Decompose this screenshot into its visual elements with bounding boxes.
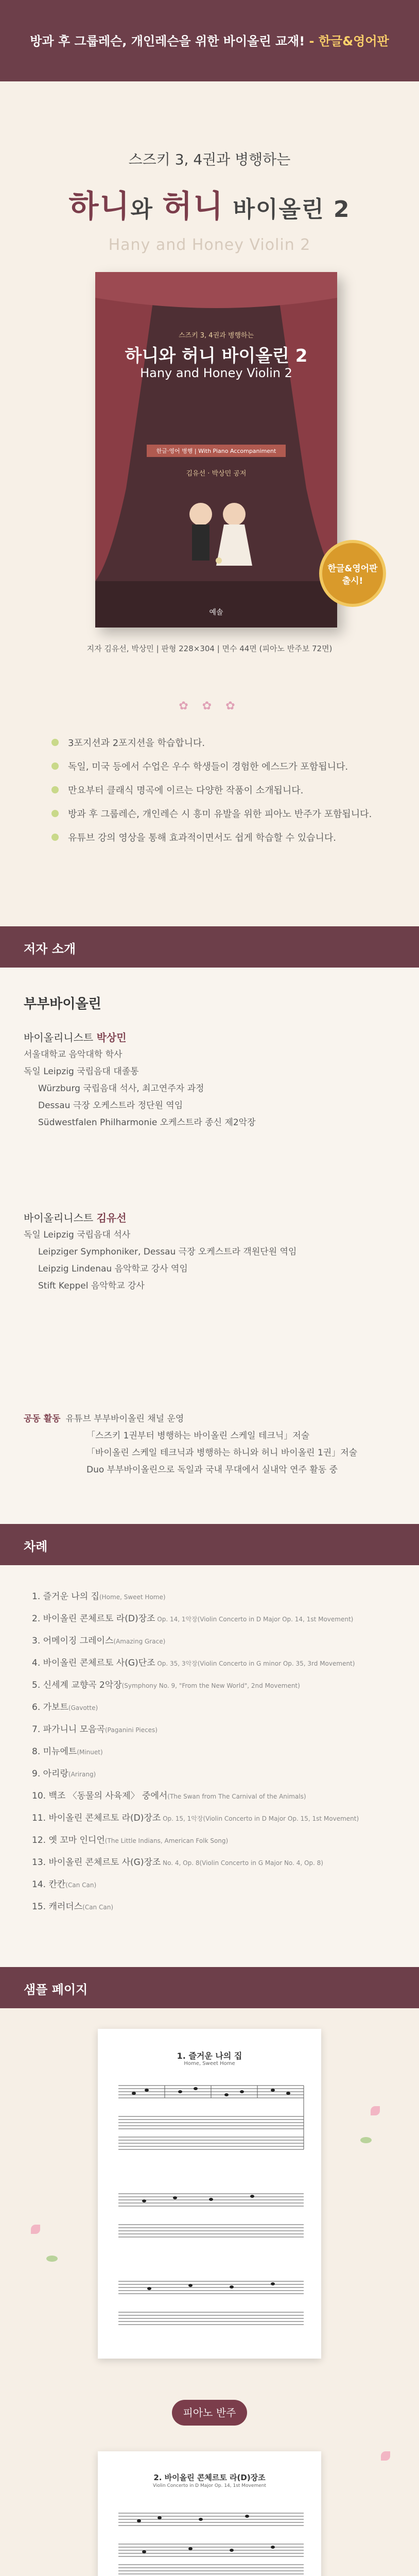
toc-item: [32, 1763, 359, 1785]
book-authors: 김유선 · 박상민 공저: [186, 470, 247, 478]
toc-item-en: Op. 35, 3악장(Violin Concerto in G minor Op. 35, 3rd Movement): [155, 1660, 355, 1667]
toc-item-en: (Gavotte): [68, 1704, 98, 1711]
author-name: 박상민: [96, 1031, 127, 1044]
bullet-icon: [51, 762, 59, 770]
toc-item: [32, 1829, 359, 1852]
top-banner: [0, 0, 419, 81]
book-en-title: Hany and Honey Violin 2: [140, 366, 292, 380]
joint-activity: [24, 1411, 357, 1479]
leaf-icon: [360, 2137, 372, 2143]
author-person-1: [24, 1029, 256, 1131]
feature-item: [51, 825, 381, 849]
toc-section-label: 차례: [24, 1539, 48, 1554]
title-conj: 와: [130, 196, 163, 223]
feature-list: [51, 731, 381, 849]
feature-text: 만요부터 클래식 명곡에 이르는 다양한 작품이 소개됩니다.: [68, 785, 304, 796]
toc-item: [32, 1586, 359, 1608]
book-title: 하니와 허니 바이올린 2: [125, 346, 308, 366]
book-publisher: 예솔: [209, 608, 223, 617]
toc-item-title: 7. 파가니니 모음곡: [32, 1724, 105, 1735]
author-role: 바이올리니스트: [24, 1031, 97, 1044]
top-banner-accent: - 한글&영어판: [309, 34, 389, 48]
sample-page-violin: [98, 2029, 321, 2359]
toc-item-title: 8. 미뉴에트: [32, 1747, 77, 1757]
toc-item: [32, 1807, 359, 1829]
toc-section-header: [0, 1524, 419, 1565]
title-hany: 하니: [68, 189, 131, 225]
feature-text: 유튜브 강의 영상을 통해 효과적이면서도 쉽게 학습할 수 있습니다.: [68, 833, 336, 843]
toc-item-en: (Paganini Pieces): [104, 1726, 158, 1734]
sample-page-piano: [98, 2451, 321, 2576]
title-violin: 바이올린 2: [224, 196, 351, 223]
toc-item-title: 9. 아리랑: [32, 1769, 68, 1779]
petal-icon: [381, 2451, 390, 2461]
hero-title: [0, 182, 419, 226]
activity-line: 「바이올린 스케일 테크닉과 병행하는 하니와 허니 바이올린 1권」저술: [86, 1448, 358, 1458]
toc-list: [32, 1586, 359, 1918]
toc-item: [32, 1674, 359, 1697]
toc-item-title: 12. 옛 꼬마 인디언: [32, 1835, 105, 1845]
top-banner-text: [0, 31, 419, 49]
author-name: 김유선: [96, 1212, 127, 1224]
author-line: Leipzig Lindenau 음악학교 강사 역임: [38, 1264, 188, 1274]
author-section-header: [0, 926, 419, 968]
toc-item: [32, 1852, 359, 1874]
samples-section-header: [0, 1967, 419, 2008]
petal-icon: [31, 2225, 40, 2234]
author-section-label: 저자 소개: [24, 942, 76, 956]
title-honey: 허니: [162, 189, 224, 225]
sample-subtitle: Home, Sweet Home: [184, 2061, 235, 2066]
toc-item: [32, 1896, 359, 1918]
toc-item-en: (Home, Sweet Home): [99, 1594, 166, 1601]
release-badge: [319, 540, 386, 607]
author-line: Dessau 극장 오케스트라 정단원 역임: [38, 1100, 183, 1111]
author-name-1: [24, 1029, 256, 1046]
activity-line: Duo 부부바이올린으로 독일과 국내 무대에서 실내악 연주 활동 중: [86, 1465, 338, 1475]
toc-item-title: 3. 어메이징 그레이스: [32, 1636, 114, 1646]
feature-text: 방과 후 그룹레슨, 개인레슨 시 흥미 유발을 위한 피아노 반주가 포함됩니다.: [68, 809, 372, 820]
feature-item: [51, 754, 381, 778]
toc-item-en: (Arirang): [68, 1771, 96, 1778]
piano-accompaniment-label: 피아노 반주: [172, 2400, 247, 2426]
toc-item-title: 5. 신세계 교향곡 2악장: [32, 1680, 122, 1690]
toc-item-title: 14. 칸칸: [32, 1879, 66, 1890]
flower-icons: ✿ ✿ ✿: [179, 700, 240, 713]
toc-item-title: 4. 바이올린 콘체르토 사(G)단조: [32, 1658, 155, 1668]
author-line: 서울대학교 음악대학 학사: [24, 1049, 123, 1060]
author-title: 부부바이올린: [24, 996, 101, 1012]
author-line: Südwestfalen Philharmonie 오케스트라 종신 제2악장: [38, 1117, 256, 1128]
hero-english-title: Hany and Honey Violin 2: [108, 236, 311, 254]
toc-item-en: (Amazing Grace): [113, 1638, 166, 1645]
feature-item: [51, 731, 381, 754]
author-name-2: [24, 1210, 296, 1227]
samples-section-label: 샘플 페이지: [24, 1982, 88, 1997]
feature-item: [51, 778, 381, 802]
toc-item-title: 10. 백조 〈동물의 사육제〉 중에서: [32, 1791, 168, 1801]
activity-label: 공동 활동: [24, 1414, 61, 1424]
author-line: Leipziger Symphoniker, Dessau 극장 오케스트라 객원단원 역임: [38, 1247, 297, 1257]
author-line: Stift Keppel 음악학교 강사: [38, 1281, 145, 1291]
bullet-icon: [51, 810, 59, 817]
samples-section: [0, 2008, 419, 2576]
toc-item-en: Op. 14, 1악장(Violin Concerto in D Major Op. 14, 1st Movement): [155, 1616, 354, 1623]
bullet-icon: [51, 834, 59, 841]
toc-item-en: Op. 15, 1악장(Violin Concerto in D Major Op. 15, 1st Movement): [161, 1815, 359, 1822]
toc-item-title: 11. 바이올린 콘체르토 라(D)장조: [32, 1813, 161, 1823]
toc-item-title: 1. 즐거운 나의 집: [32, 1591, 99, 1602]
sample-title: 1. 즐거운 나의 집: [177, 2051, 242, 2061]
features-section: [0, 679, 419, 926]
author-line: 독일 Leipzig 국립음대 석사: [24, 1230, 131, 1240]
toc-section: [0, 1565, 419, 1967]
author-person-2: [24, 1210, 296, 1295]
book-cover: [95, 272, 337, 628]
toc-item-en: (Can Can): [65, 1882, 97, 1889]
toc-item-en: (The Little Indians, American Folk Song): [104, 1837, 229, 1844]
feature-text: 3포지션과 2포지션을 학습합니다.: [68, 738, 205, 749]
top-banner-main: 방과 후 그룹레슨, 개인레슨을 위한 바이올린 교재!: [30, 34, 309, 48]
toc-item-title: 13. 바이올린 콘체르토 사(G)장조: [32, 1857, 161, 1868]
sample-subtitle: Violin Concerto in D Major Op. 14, 1st Movement: [153, 2483, 266, 2488]
sheet-music-staves: [98, 2075, 321, 2364]
toc-item-title: 15. 캐러더스: [32, 1902, 83, 1912]
toc-item-en: (Can Can): [82, 1904, 113, 1911]
book-top-line: 스즈키 3, 4권과 병행하는: [178, 332, 254, 340]
toc-item: [32, 1608, 359, 1630]
sheet-music-staves: [98, 2498, 321, 2576]
toc-item: [32, 1630, 359, 1652]
author-section: [0, 968, 419, 1524]
toc-item-en: (The Swan from The Carnival of the Animals): [167, 1793, 306, 1800]
feature-text: 독일, 미국 등에서 수업은 우수 학생들이 경험한 에스드가 포함됩니다.: [68, 761, 348, 772]
toc-item-en: No. 4, Op. 8(Violin Concerto in G Major No. 4, Op. 8): [161, 1859, 323, 1867]
toc-item: [32, 1719, 359, 1741]
toc-item: [32, 1741, 359, 1763]
petal-icon: [371, 2106, 380, 2115]
activity-line: 유튜브 부부바이올린 채널 운영: [65, 1414, 184, 1424]
activity-line: 「스즈키 1권부터 병행하는 바이올린 스케일 테크닉」저술: [86, 1431, 310, 1441]
author-line: 독일 Leipzig 국립음대 대졸통: [24, 1066, 139, 1077]
author-line: Würzburg 국립음대 석사, 최고연주자 과정: [38, 1083, 204, 1094]
toc-item-en: (Minuet): [77, 1749, 103, 1756]
toc-item: [32, 1874, 359, 1896]
toc-item-title: 2. 바이올린 콘체르토 라(D)장조: [32, 1614, 155, 1624]
feature-item: [51, 802, 381, 825]
leaf-icon: [46, 2256, 58, 2262]
hero-section: [0, 81, 419, 679]
author-role: 바이올리니스트: [24, 1212, 97, 1224]
book-band: 한글·영어 병행 | With Piano Accompaniment: [156, 448, 276, 454]
bullet-icon: [51, 786, 59, 793]
toc-item-en: (Symphony No. 9, "From the New World", 2nd Movement): [121, 1682, 300, 1689]
book-credits: 지자 김유선, 박상민 | 판형 228×304 | 면수 44면 (피아노 반주보 72면): [86, 644, 333, 653]
sample-title: 2. 바이올린 콘체르토 라(D)장조: [153, 2473, 266, 2482]
release-badge-text: 한글&영어판 출시!: [327, 564, 378, 586]
toc-item: [32, 1652, 359, 1674]
hero-subtitle: 스즈키 3, 4권과 병행하는: [128, 151, 291, 168]
bullet-icon: [51, 739, 59, 746]
toc-item-title: 6. 가보트: [32, 1702, 68, 1713]
toc-item: [32, 1785, 359, 1807]
toc-item: [32, 1697, 359, 1719]
